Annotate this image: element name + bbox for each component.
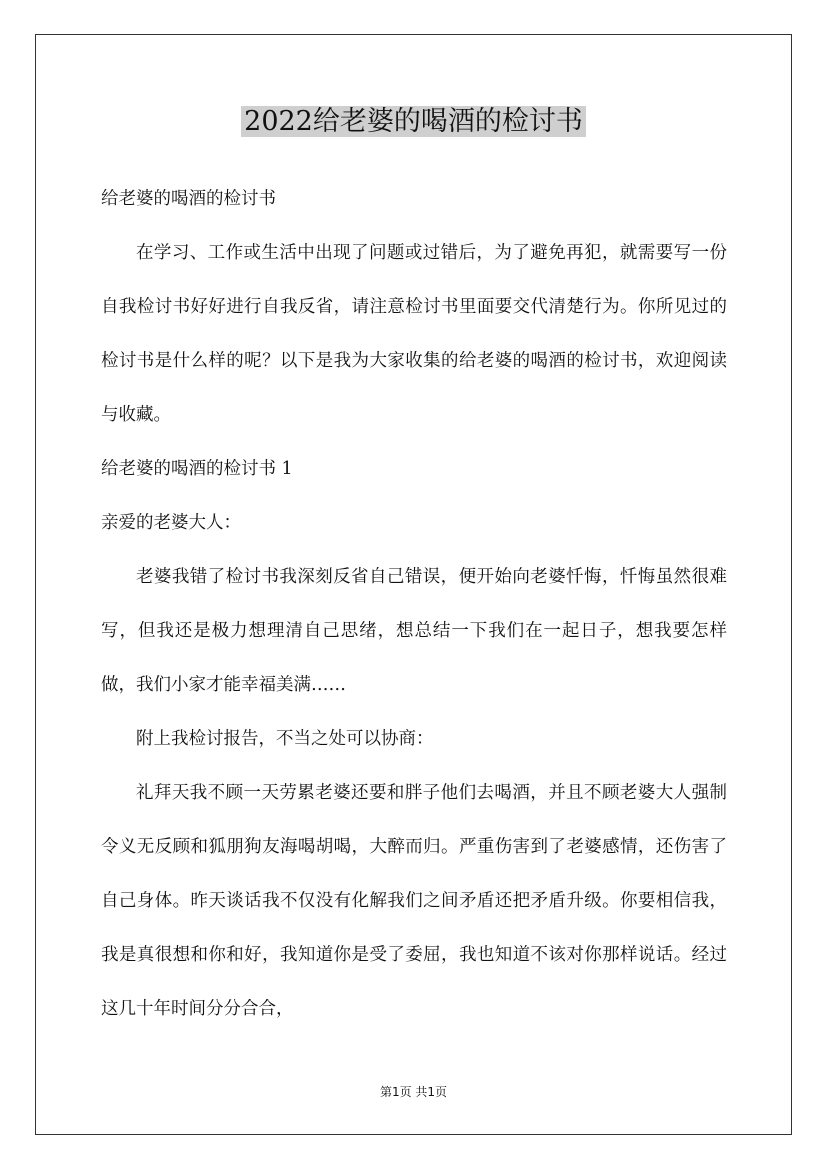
subtitle-paragraph: 给老婆的喝酒的检讨书 [101, 189, 276, 209]
body-paragraph: 附上我检讨报告，不当之处可以协商： [136, 729, 434, 749]
section-heading: 给老婆的喝酒的检讨书 1 [101, 459, 293, 479]
document-body [101, 172, 727, 1036]
document-title-text: 2022给老婆的喝酒的检讨书 [241, 106, 586, 137]
salutation: 亲爱的老婆大人： [101, 513, 241, 533]
intro-paragraph: 在学习、工作或生活中出现了问题或过错后，为了避免再犯，就需要写一份自我检讨书好好进行自我反省，请注意检讨书里面要交代清楚行为。你所见过的检讨书是什么样的呢？以下是我为大家收集的给老婆的喝酒的检讨书，欢迎阅读与收藏。 [101, 243, 727, 425]
page-footer: 第1页 共1页 [379, 1085, 448, 1099]
document-title [0, 102, 827, 142]
body-paragraph: 礼拜天我不顾一天劳累老婆还要和胖子他们去喝酒，并且不顾老婆大人强制令义无反顾和狐朋狗友海喝胡喝，大醉而归。严重伤害到了老婆感情，还伤害了自己身体。昨天谈话我不仅没有化解我们之间矛盾还把矛盾升级。你要相信我，我是真很想和你和好，我知道你是受了委屈，我也知道不该对你那样说话。经过这几十年时间分分合合， [101, 783, 727, 1019]
body-paragraph: 老婆我错了检讨书我深刻反省自己错误，便开始向老婆忏悔，忏悔虽然很难写，但我还是极力想理清自己思绪，想总结一下我们在一起日子，想我要怎样做，我们小家才能幸福美满…… [101, 567, 727, 695]
